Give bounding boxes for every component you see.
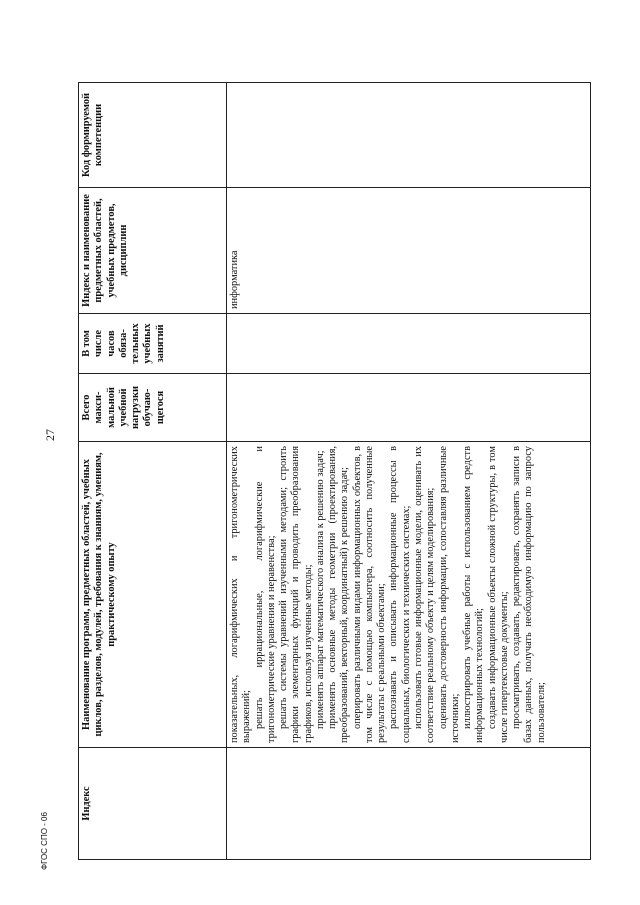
subject-cell: информатика [227,188,591,314]
header-index: Индекс [79,748,227,860]
requirement-text: создавать информационные объекты сложной структуры, в том числе гипертекстовые документы; [486,446,510,743]
header-total-hours: Всего макси-мальной учебной нагрузки обучаю-щегося [79,374,227,442]
table-header-row [79,83,227,860]
footer-code: ФГОС СПО - 06 [40,812,49,870]
header-including-hours: В том числе часов обяза-тельных учебных занятий [79,314,227,374]
requirement-text: иллюстрировать учебные работы с использованием средств информационных технологий; [462,446,486,743]
requirement-text: применять аппарат математического анализа к решению задач; [314,450,326,729]
page-number: 27 [43,429,57,441]
total-hours-cell [227,374,591,442]
competence-code-cell [227,83,591,188]
including-hours-cell [227,314,591,374]
requirements-cell [227,442,591,748]
requirement-text: применять основные методы геометрии (проектирования, преобразований, векторный, координатный) к решению задач; [327,446,351,743]
requirement-text: просматривать, создавать, редактировать, сохранять записи в базах данных, получать необходимую информацию по запросу пользователя; [511,446,547,743]
competence-table [78,82,591,860]
table-row [227,83,591,860]
requirement-text: показательных, логарифмических и тригонометрических выражений; [229,446,253,743]
requirement-text: распознавать и описывать информационные процессы в социальных, биологических и технических системах; [388,446,412,743]
header-name: Наименование программ, предметных областей, учебных циклов, разделов, модулей, требования к знаниям, умениям, практическому опыту [79,442,227,748]
row-index-cell [227,748,591,860]
header-competence-code: Код формируемой компетенции [79,83,227,188]
requirement-text: решать системы уравнений изученными методами; строить графики элементарных функций и проводить преобразования графиков, используя изученные методы; [278,446,314,743]
requirement-text: оперировать различными видами информационных объектов, в том числе с помощью компьютера, соотносить полученные результаты с реальными объектами; [351,446,388,743]
requirement-text: оценивать достоверность информации, сопоставляя различные источники; [437,446,461,743]
header-subject-index: Индекс и наименование предметных областей, учебных предметов, дисциплин [79,188,227,314]
requirement-text: решать иррациональные, логарифмические и тригонометрические уравнения и неравенства; [253,446,277,743]
requirement-text: использовать готовые информационные модели, оценивать их соответствие реальному объекту и целям моделирования; [412,446,437,743]
rotated-table-frame [78,83,591,860]
